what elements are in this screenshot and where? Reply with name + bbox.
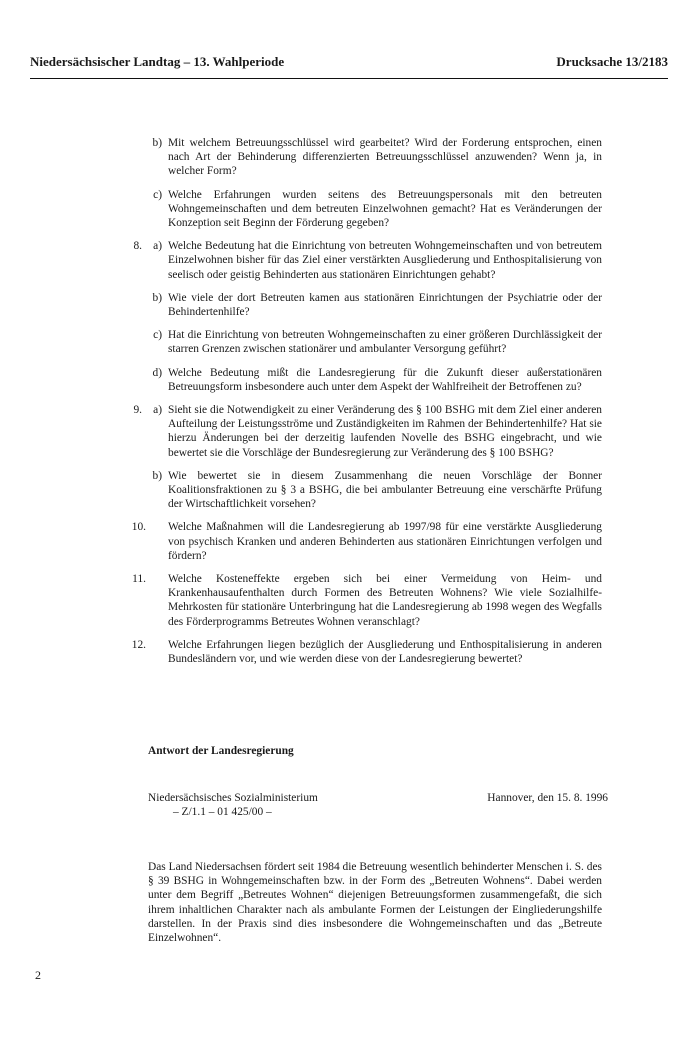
- question-number: 9.: [133, 404, 142, 417]
- question-number: 8.: [133, 240, 142, 253]
- answer-paragraph: Das Land Niedersachsen fördert seit 1984 die Betreuung wesentlich behinderter Menschen i. S. des § 39 BSHG in Wohngemeinschaften bzw. in der Form des „Betreuten Wohnens“. Dabei werden unter dem Begriff „Betreutes Wohnen“ diejenigen Betreuungsformen zusammengefaßt, die sich ihrem inhaltlichen Charakter nach als ambulante Formen der Leistungen der Eingliederungshilfe darstellen. In der Praxis sind dies insbesondere die Wohngemeinschaften und das „Betreute Einzelwohnen“.: [148, 861, 602, 945]
- question-item: [152, 136, 602, 179]
- question-text: Welche Kosteneffekte ergeben sich bei einer Vermeidung von Heim- und Krankenhausaufenthalten durch Formen des Betreuten Wohnens? Wie viele Sozialhilfe-Mehrkosten für stationäre Unterbringung hat die Landesregierung ab 1998 wegen des Wegfalls des Förderprogramms Betreutes Wohnen veranschlagt?: [168, 573, 602, 628]
- question-item: [133, 239, 602, 282]
- header-rule: [30, 78, 668, 79]
- question-number: 12.: [131, 638, 146, 651]
- question-text: Wie viele der dort Betreuten kamen aus stationären Einrichtungen der Psychiatrie oder der Behindertenhilfe?: [168, 291, 602, 319]
- question-text: Wie bewertet sie in diesem Zusammenhang die neuen Vorschläge der Bonner Koalitionsfraktionen zu § 3 a BSHG, die bei ambulanter Betreuung eine verschärfte Prüfung der Wirtschaftlichkeit vorsehen?: [168, 469, 602, 511]
- header-title: Niedersächsischer Landtag – 13. Wahlperiode: [30, 54, 285, 69]
- question-text: Mit welchem Betreuungsschlüssel wird gearbeitet? Wird der Forderung entsprochen, einen nach Art der Behinderung differenzierten Betreuungsschlüssel anzuwenden? Wenn ja, in welcher Form?: [168, 137, 602, 178]
- question-item: [131, 638, 602, 666]
- question-item: [152, 291, 602, 319]
- reference-number: – Z/1.1 – 01 425/00 –: [173, 806, 272, 819]
- question-text: Welche Bedeutung hat die Einrichtung von betreuten Wohngemeinschaften und von betreutem Einzelwohnen bisher für das Ziel einer verstärkten Ausgliederung und Enthospitalisierung von seelisch oder geistig Behinderten aus stationären Einrichtungen gehabt?: [168, 240, 602, 281]
- answer-heading: Antwort der Landesregierung: [148, 745, 294, 757]
- question-item: [132, 572, 602, 629]
- question-item: [153, 188, 602, 231]
- question-sub-label: c): [153, 329, 162, 342]
- question-sub-label: b): [152, 469, 162, 482]
- question-text: Hat die Einrichtung von betreuten Wohngemeinschaften zu einer größeren Durchlässigkeit der starren Grenzen zwischen stationärer und ambulanter Versorgung geführt?: [168, 329, 602, 356]
- place-date: Hannover, den 15. 8. 1996: [487, 792, 608, 804]
- question-sub-label: b): [152, 291, 162, 304]
- question-sub-label: d): [152, 366, 162, 379]
- ministry-name: Niedersächsisches Sozialministerium: [148, 792, 318, 804]
- page-header: [30, 54, 668, 70]
- question-text: Welche Bedeutung mißt die Landesregierung für die Zukunft dieser außerstationären Betreuungsform insbesondere auch unter dem Aspekt der Wahlfreiheit der Betroffenen zu?: [168, 366, 602, 393]
- question-item: [133, 403, 602, 460]
- question-sub-label: a): [153, 240, 162, 253]
- page-number: 2: [35, 968, 41, 982]
- question-text: Sieht sie die Notwendigkeit zu einer Veränderung des § 100 BSHG mit dem Ziel einer anderen Aufteilung der Leistungsströme und Zuständigkeiten im Rahmen der Behindertenhilfe? Hat sie hierzu Änderungen bei der derzeitig laufenden Novelle des BSHG eingebracht, und wie bewertet sie die Vorschläge der Bundesregierung zur Veränderung des § 100 BSHG?: [168, 404, 602, 459]
- header-document-number: Drucksache 13/2183: [556, 54, 668, 69]
- question-item: [153, 328, 602, 356]
- question-item: [131, 520, 602, 563]
- question-number: 10.: [131, 521, 146, 534]
- question-text: Welche Erfahrungen liegen bezüglich der Ausgliederung und Enthospitalisierung in anderen Bundesländern vor, und wie werden diese von der Landesregierung bewertet?: [168, 638, 602, 666]
- question-text: Welche Maßnahmen will die Landesregierung ab 1997/98 für eine verstärkte Ausgliederung von psychisch Kranken und anderen Behinderten aus stationären Einrichtungen verfolgen und fördern?: [168, 521, 602, 562]
- question-number: 11.: [132, 573, 146, 586]
- ministry-block: [148, 791, 608, 819]
- question-item: [152, 469, 602, 512]
- question-sub-label: a): [153, 404, 162, 417]
- question-sub-label: b): [152, 137, 162, 149]
- question-sub-label: c): [153, 188, 162, 201]
- question-list: [131, 136, 602, 675]
- question-text: Welche Erfahrungen wurden seitens des Betreuungspersonals mit den betreuten Wohngemeinschaften und dem betreuten Einzelwohnen gemacht? Hat es Veränderungen der Konzeption seit Beginn der Förderung gegeben?: [168, 188, 602, 230]
- question-item: [152, 366, 602, 394]
